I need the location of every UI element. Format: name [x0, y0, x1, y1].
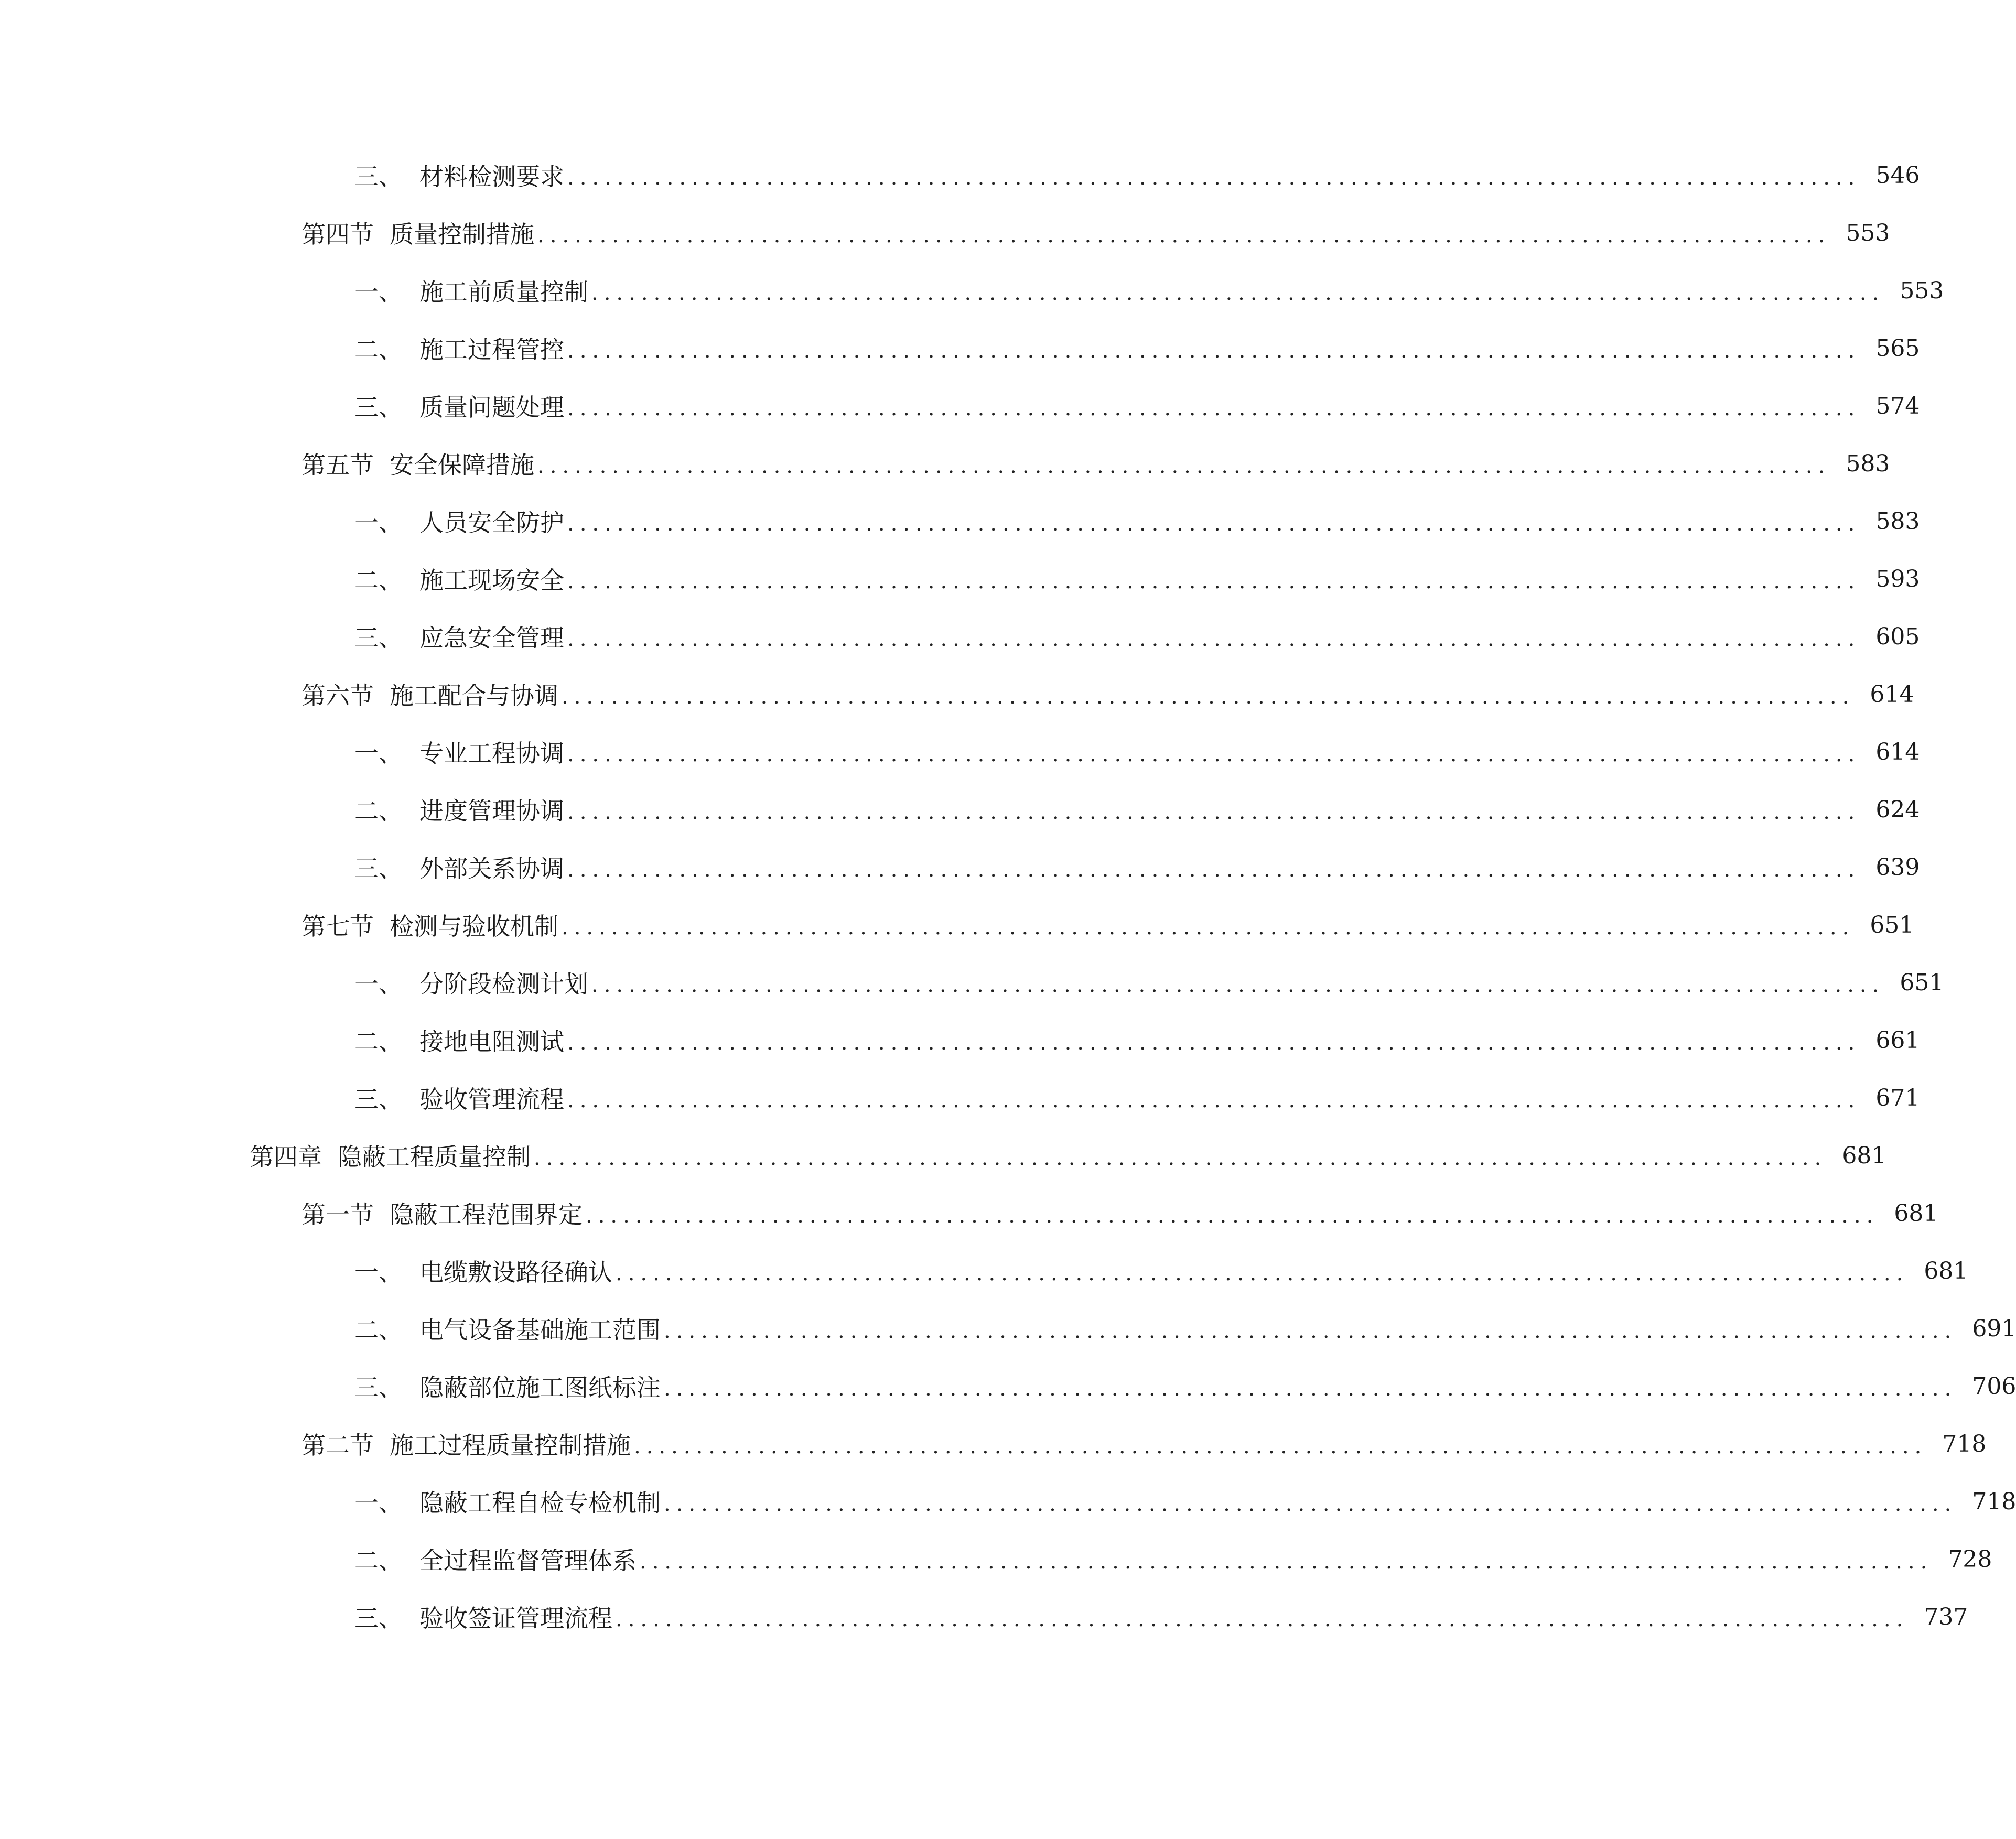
toc-entry-item[interactable]: [0, 1357, 2016, 1415]
toc-entry-chapter[interactable]: [0, 1127, 1886, 1184]
toc-entry-page-number: 737: [1924, 1603, 1968, 1630]
toc-entry-page-number: 614: [1870, 680, 1914, 708]
toc-dot-leader: ........................................................................................................: [567, 742, 1861, 766]
toc-entry-item[interactable]: [0, 1242, 1968, 1300]
toc-entry-title: 安全保障措施: [390, 451, 534, 479]
toc-entry-section[interactable]: [0, 204, 1890, 262]
toc-entry-number: 三、: [354, 624, 403, 652]
toc-dot-leader: ........................................................................................................: [664, 1319, 1957, 1343]
toc-entry-section[interactable]: [0, 435, 1890, 492]
toc-entry-number: 三、: [354, 1604, 403, 1632]
toc-dot-leader: ........................................................................................................: [591, 973, 1885, 997]
toc-entry-item[interactable]: [0, 1473, 2016, 1530]
toc-entry-title: 质量控制措施: [390, 220, 534, 248]
toc-entry-item[interactable]: [0, 262, 1944, 319]
toc-dot-leader: ........................................................................................................: [586, 1204, 1879, 1228]
toc-entry-title: 全过程监督管理体系: [419, 1546, 637, 1575]
toc-entry-title: 施工配合与协调: [390, 681, 558, 710]
toc-dot-leader: ........................................................................................................: [616, 1261, 1909, 1285]
toc-entry-section[interactable]: [0, 1184, 1938, 1242]
toc-entry-number: 三、: [354, 393, 403, 421]
toc-dot-leader: ........................................................................................................: [537, 454, 1831, 478]
toc-entry-number: 三、: [354, 1373, 403, 1402]
toc-entry-item[interactable]: [0, 319, 1920, 377]
toc-entry-title: 隐蔽工程质量控制: [338, 1143, 531, 1171]
toc-dot-leader: ........................................................................................................: [664, 1492, 1957, 1516]
toc-entry-number: 一、: [354, 739, 403, 767]
toc-entry-number: 二、: [354, 797, 403, 825]
toc-entry-number: 一、: [354, 278, 403, 306]
toc-entry-number: 第二节: [301, 1431, 374, 1459]
toc-entry-page-number: 671: [1875, 1084, 1920, 1111]
toc-entry-page-number: 553: [1900, 277, 1944, 304]
toc-entry-number: 一、: [354, 970, 403, 998]
toc-entry-title: 电缆敷设路径确认: [419, 1258, 612, 1286]
toc-dot-leader: ........................................................................................................: [616, 1607, 1909, 1631]
toc-entry-number: 一、: [354, 1258, 403, 1286]
toc-entry-title: 电气设备基础施工范围: [419, 1316, 661, 1344]
toc-entry-title: 验收签证管理流程: [419, 1604, 612, 1632]
toc-entry-item[interactable]: [0, 1011, 1920, 1069]
toc-dot-leader: ........................................................................................................: [567, 339, 1861, 363]
toc-entry-page-number: 651: [1870, 911, 1914, 938]
toc-entry-number: 第五节: [301, 451, 374, 479]
toc-dot-leader: ........................................................................................................: [640, 1550, 1933, 1574]
toc-entry-section[interactable]: [0, 896, 1914, 954]
toc-dot-leader: ........................................................................................................: [591, 281, 1885, 305]
toc-entry-number: 二、: [354, 566, 403, 594]
toc-entry-item[interactable]: [0, 1300, 2016, 1357]
toc-entry-page-number: 661: [1875, 1026, 1920, 1054]
toc-entry-page-number: 728: [1948, 1545, 1992, 1573]
toc-entry-title: 接地电阻测试: [419, 1027, 564, 1056]
toc-entry-number: 一、: [354, 1489, 403, 1517]
toc-entry-title: 验收管理流程: [419, 1085, 564, 1113]
toc-dot-leader: ........................................................................................................: [567, 800, 1861, 824]
toc-entry-number: 第六节: [301, 681, 374, 710]
toc-dot-leader: ........................................................................................................: [534, 1146, 1827, 1170]
toc-entry-title: 进度管理协调: [419, 797, 564, 825]
toc-entry-number: 三、: [354, 1085, 403, 1113]
toc-dot-leader: ........................................................................................................: [537, 223, 1831, 247]
toc-entry-page-number: 574: [1875, 392, 1920, 419]
toc-entry-page-number: 593: [1875, 565, 1920, 592]
toc-entry-title: 材料检测要求: [419, 163, 564, 191]
toc-entry-title: 分阶段检测计划: [419, 970, 588, 998]
toc-dot-leader: ........................................................................................................: [567, 627, 1861, 651]
toc-entry-number: 二、: [354, 336, 403, 364]
toc-entry-page-number: 565: [1875, 334, 1920, 362]
toc-entry-title: 施工前质量控制: [419, 278, 588, 306]
toc-dot-leader: ........................................................................................................: [567, 858, 1861, 882]
toc-entry-title: 施工现场安全: [419, 566, 564, 594]
toc-entry-page-number: 718: [1972, 1488, 2016, 1515]
toc-entry-page-number: 691: [1972, 1315, 2016, 1342]
toc-dot-leader: ........................................................................................................: [562, 915, 1855, 939]
toc-entry-number: 三、: [354, 163, 403, 191]
toc-entry-title: 人员安全防护: [419, 509, 564, 537]
toc-entry-number: 二、: [354, 1027, 403, 1056]
toc-entry-title: 检测与验收机制: [390, 912, 558, 940]
toc-entry-item[interactable]: [0, 377, 1920, 435]
toc-entry-number: 二、: [354, 1546, 403, 1575]
toc-dot-leader: ........................................................................................................: [567, 512, 1861, 536]
toc-entry-page-number: 553: [1846, 219, 1890, 246]
toc-entry-number: 一、: [354, 509, 403, 537]
toc-entry-page-number: 624: [1875, 796, 1920, 823]
toc-entry-section[interactable]: [0, 665, 1914, 723]
toc-entry-page-number: 681: [1894, 1199, 1938, 1227]
toc-entry-item[interactable]: [0, 1069, 1920, 1127]
toc-entry-page-number: 583: [1846, 450, 1890, 477]
toc-entry-page-number: 706: [1972, 1372, 2016, 1400]
toc-entry-title: 外部关系协调: [419, 854, 564, 883]
toc-entry-number: 第一节: [301, 1200, 374, 1229]
toc-entry-section[interactable]: [0, 1415, 1987, 1473]
toc-dot-leader: ........................................................................................................: [567, 166, 1861, 190]
toc-entry-item[interactable]: [0, 146, 1920, 204]
toc-entry-number: 第七节: [301, 912, 374, 940]
toc-entry-page-number: 651: [1900, 969, 1944, 996]
toc-entry-number: 三、: [354, 854, 403, 883]
toc-dot-leader: ........................................................................................................: [567, 396, 1861, 420]
toc-entry-item[interactable]: [0, 1588, 1968, 1646]
toc-entry-title: 隐蔽部位施工图纸标注: [419, 1373, 661, 1402]
toc-dot-leader: ........................................................................................................: [634, 1434, 1927, 1458]
toc-entry-item[interactable]: [0, 608, 1920, 665]
toc-dot-leader: ........................................................................................................: [567, 1088, 1861, 1112]
toc-entry-item[interactable]: [0, 954, 1944, 1011]
toc-entry-title: 隐蔽工程自检专检机制: [419, 1489, 661, 1517]
toc-entry-page-number: 681: [1842, 1142, 1886, 1169]
toc-entry-page-number: 583: [1875, 507, 1920, 535]
toc-entry-item[interactable]: [0, 838, 1920, 896]
toc-entry-number: 第四章: [250, 1143, 322, 1171]
toc-entry-item[interactable]: [0, 492, 1920, 550]
table-of-contents: [0, 146, 2016, 1646]
toc-entry-item[interactable]: [0, 781, 1920, 838]
toc-entry-page-number: 718: [1942, 1430, 1987, 1457]
toc-entry-number: 二、: [354, 1316, 403, 1344]
toc-entry-item[interactable]: [0, 1530, 1992, 1588]
toc-entry-item[interactable]: [0, 723, 1920, 781]
toc-entry-page-number: 614: [1875, 738, 1920, 765]
toc-entry-title: 隐蔽工程范围界定: [390, 1200, 583, 1229]
toc-entry-page-number: 681: [1924, 1257, 1968, 1284]
toc-entry-page-number: 639: [1875, 853, 1920, 881]
toc-entry-title: 施工过程质量控制措施: [390, 1431, 631, 1459]
toc-entry-item[interactable]: [0, 550, 1920, 608]
toc-entry-title: 应急安全管理: [419, 624, 564, 652]
toc-entry-title: 质量问题处理: [419, 393, 564, 421]
toc-entry-title: 专业工程协调: [419, 739, 564, 767]
toc-entry-page-number: 546: [1875, 161, 1920, 189]
toc-entry-title: 施工过程管控: [419, 336, 564, 364]
toc-dot-leader: ........................................................................................................: [562, 685, 1855, 709]
toc-dot-leader: ........................................................................................................: [567, 569, 1861, 593]
toc-entry-page-number: 605: [1875, 623, 1920, 650]
toc-entry-number: 第四节: [301, 220, 374, 248]
toc-dot-leader: ........................................................................................................: [567, 1031, 1861, 1055]
toc-dot-leader: ........................................................................................................: [664, 1377, 1957, 1401]
